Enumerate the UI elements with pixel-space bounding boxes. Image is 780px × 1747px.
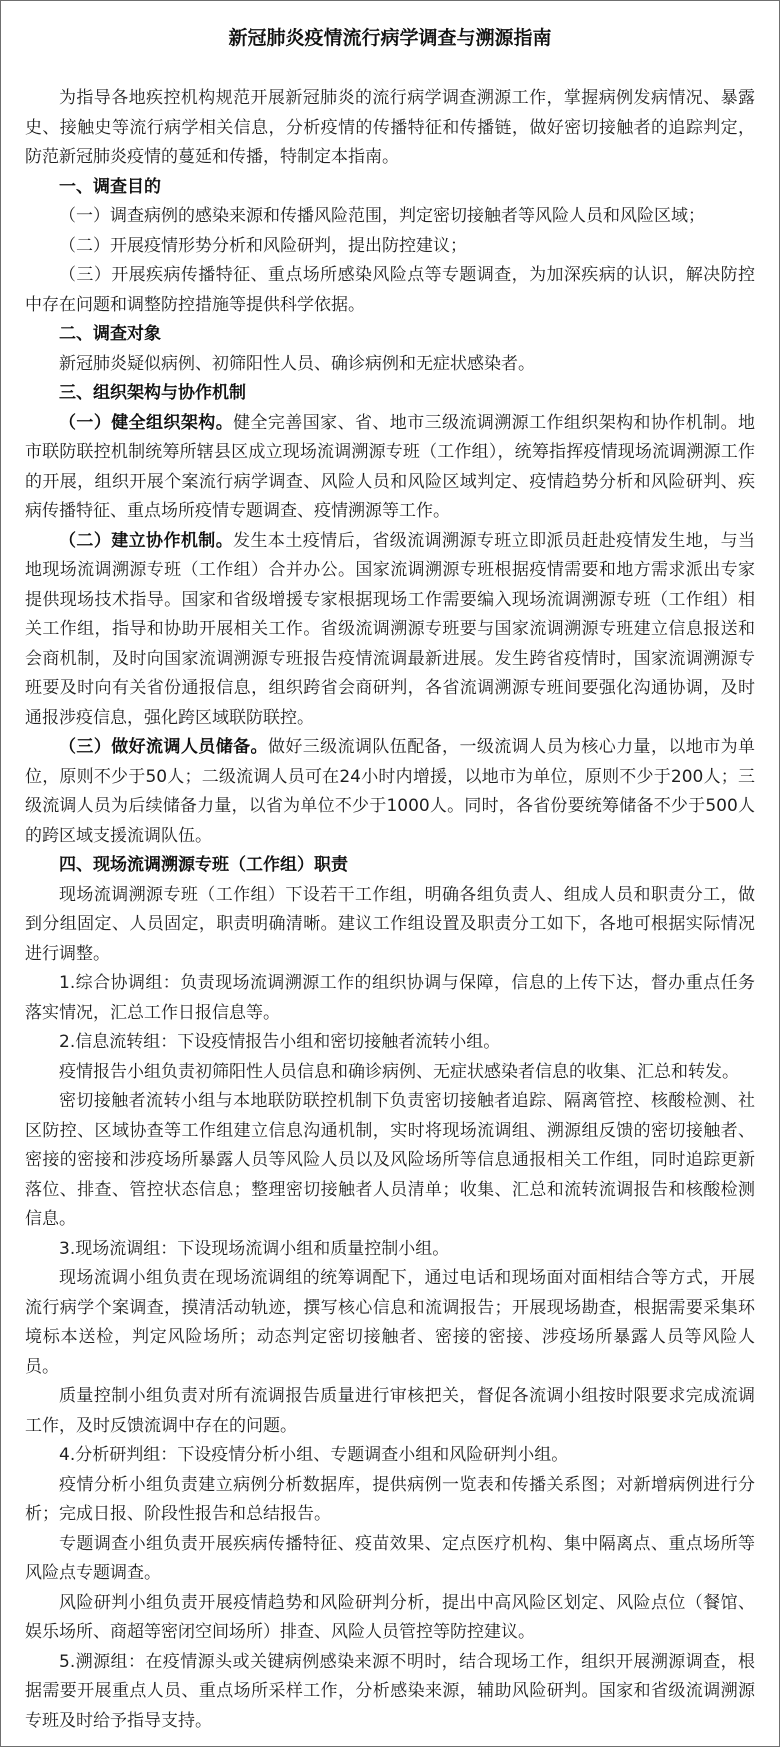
paragraph-text: 健全完善国家、省、地市三级流调溯源工作组织架构和协作机制。地市联防联控机制统筹所辖县区成立现场流调溯源专班（工作组），统筹指挥疫情现场流调溯源工作的开展，组织开展个案流行病学调查、风险人员和风险区域判定、疫情趋势分析和风险研判、疾病传播特征、重点场所疫情专题调查、疫情溯源等工作。 xyxy=(25,412,756,521)
body-paragraph: 新冠肺炎疑似病例、初筛阳性人员、确诊病例和无症状感染者。 xyxy=(59,353,535,374)
body-paragraph: 2.信息流转组：下设疫情报告小组和密切接触者流转小组。 xyxy=(59,1032,501,1052)
section-heading: 四、现场流调溯源专班（工作组）职责 xyxy=(59,855,348,875)
body-paragraph: 密切接触者流转小组与本地联防联控机制下负责密切接触者追踪、隔离管控、核酸检测、社区防控、区域协查等工作组建立信息沟通机制，实时将现场流调组、溯源组反馈的密切接触者、密接的密接和涉疫场所暴露人员等风险人员以及风险场所等信息通报相关工作组，同时追踪更新落位、排查、管控状态信息；整理密切接触者人员清单；收集、汇总和流转流调报告和核酸检测信息。 xyxy=(25,1091,755,1229)
body-paragraph: 现场流调小组负责在现场流调组的统筹调配下，通过电话和现场面对面相结合等方式，开展流行病学个案调查，摸清活动轨迹，撰写核心信息和流调报告；开展现场勘查，根据需要采集环境标本送检，判定风险场所；动态判定密切接触者、密接的密接、涉疫场所暴露人员等风险人员。 xyxy=(25,1268,755,1377)
lead-paragraph xyxy=(25,409,755,527)
body-paragraph: 现场流调溯源专班（工作组）下设若干工作组，明确各组负责人、组成人员和职责分工，做到分组固定、人员固定，职责明确清晰。建议工作组设置及职责分工如下，各地可根据实际情况进行调整。 xyxy=(25,884,755,964)
lead-paragraph xyxy=(25,527,755,734)
paragraph-text: 做好三级流调队伍配备，一级流调人员为核心力量，以地市为单位，原则不少于50人；二级流调人员可在24小时内增援，以地市为单位，原则不少于200人；三级流调人员为后续储备力量，以省为单位不少于1000人。同时，各省份要统筹储备不少于500人的跨区域支援流调队伍。 xyxy=(25,737,756,846)
lead-paragraph xyxy=(25,733,755,851)
body-paragraph: 3.现场流调组：下设现场流调小组和质量控制小组。 xyxy=(59,1238,450,1259)
body-paragraph: 4.分析研判组：下设疫情分析小组、专题调查小组和风险研判小组。 xyxy=(59,1445,569,1465)
body-paragraph: 1.综合协调组：负责现场流调溯源工作的组织协调与保障，信息的上传下达，督办重点任务落实情况，汇总工作日报信息等。 xyxy=(25,973,755,1023)
body-paragraph: 5.溯源组：在疫情源头或关键病例感染来源不明时，结合现场工作，组织开展溯源调查，根据需要开展重点人员、重点场所采样工作，分析感染来源，辅助风险研判。国家和省级流调溯源专班及时给予指导支持。 xyxy=(25,1651,755,1731)
body-paragraph: 疫情报告小组负责初筛阳性人员信息和确诊病例、无症状感染者信息的收集、汇总和转发。 xyxy=(59,1061,739,1082)
paragraph-lead: （二）建立协作机制。 xyxy=(59,530,234,551)
body-paragraph: 风险研判小组负责开展疫情趋势和风险研判分析，提出中高风险区划定、风险点位（餐馆、娱乐场所、商超等密闭空间场所）排查、风险人员管控等防控建议。 xyxy=(25,1592,755,1642)
document-title: 新冠肺炎疫情流行病学调查与溯源指南 xyxy=(228,27,552,49)
section-heading: 二、调查对象 xyxy=(59,324,161,344)
paragraph-text: 发生本土疫情后，省级流调溯源专班立即派员赶赴疫情发生地，与当地现场流调溯源专班（工作组）合并办公。国家流调溯源专班根据疫情需要和地方需求派出专家提供现场技术指导。国家和省级增援专家根据现场工作需要编入现场流调溯源专班（工作组）相关工作组，指导和协助开展相关工作。省级流调溯源专班要与国家流调溯源专班建立信息报送和会商机制，及时向国家流调溯源专班报告疫情流调最新进展。发生跨省疫情时，国家流调溯源专班要及时向有关省份通报信息，组织跨省会商研判，各省流调溯源专班间要强化沟通协调，及时通报涉疫信息，强化跨区域联防联控。 xyxy=(25,530,756,728)
section-heading: 一、调查目的 xyxy=(59,176,161,197)
body-paragraph: 专题调查小组负责开展疾病传播特征、疫苗效果、定点医疗机构、集中隔离点、重点场所等风险点专题调查。 xyxy=(25,1533,755,1583)
body-paragraph: 疫情分析小组负责建立病例分析数据库，提供病例一览表和传播关系图；对新增病例进行分析；完成日报、阶段性报告和总结报告。 xyxy=(25,1474,755,1524)
paragraph-lead: （一）健全组织架构。 xyxy=(59,412,234,433)
section-heading: 三、组织架构与协作机制 xyxy=(59,383,246,403)
body-paragraph: （一）调查病例的感染来源和传播风险范围，判定密切接触者等风险人员和风险区域； xyxy=(59,206,705,226)
paragraph-lead: （三）做好流调人员储备。 xyxy=(59,737,268,757)
body-paragraph: 质量控制小组负责对所有流调报告质量进行审核把关，督促各流调小组按时限要求完成流调工作，及时反馈流调中存在的问题。 xyxy=(25,1386,755,1436)
body-paragraph: （二）开展疫情形势分析和风险研判，提出防控建议； xyxy=(59,235,467,256)
document-body xyxy=(25,84,755,1736)
body-paragraph: 为指导各地疾控机构规范开展新冠肺炎的流行病学调查溯源工作，掌握病例发病情况、暴露史、接触史等流行病学相关信息，分析疫情的传播特征和传播链，做好密切接触者的追踪判定，防范新冠肺炎疫情的蔓延和传播，特制定本指南。 xyxy=(25,88,755,167)
body-paragraph: （三）开展疾病传播特征、重点场所感染风险点等专题调查，为加深疾病的认识，解决防控中存在问题和调整防控措施等提供科学依据。 xyxy=(25,265,755,315)
